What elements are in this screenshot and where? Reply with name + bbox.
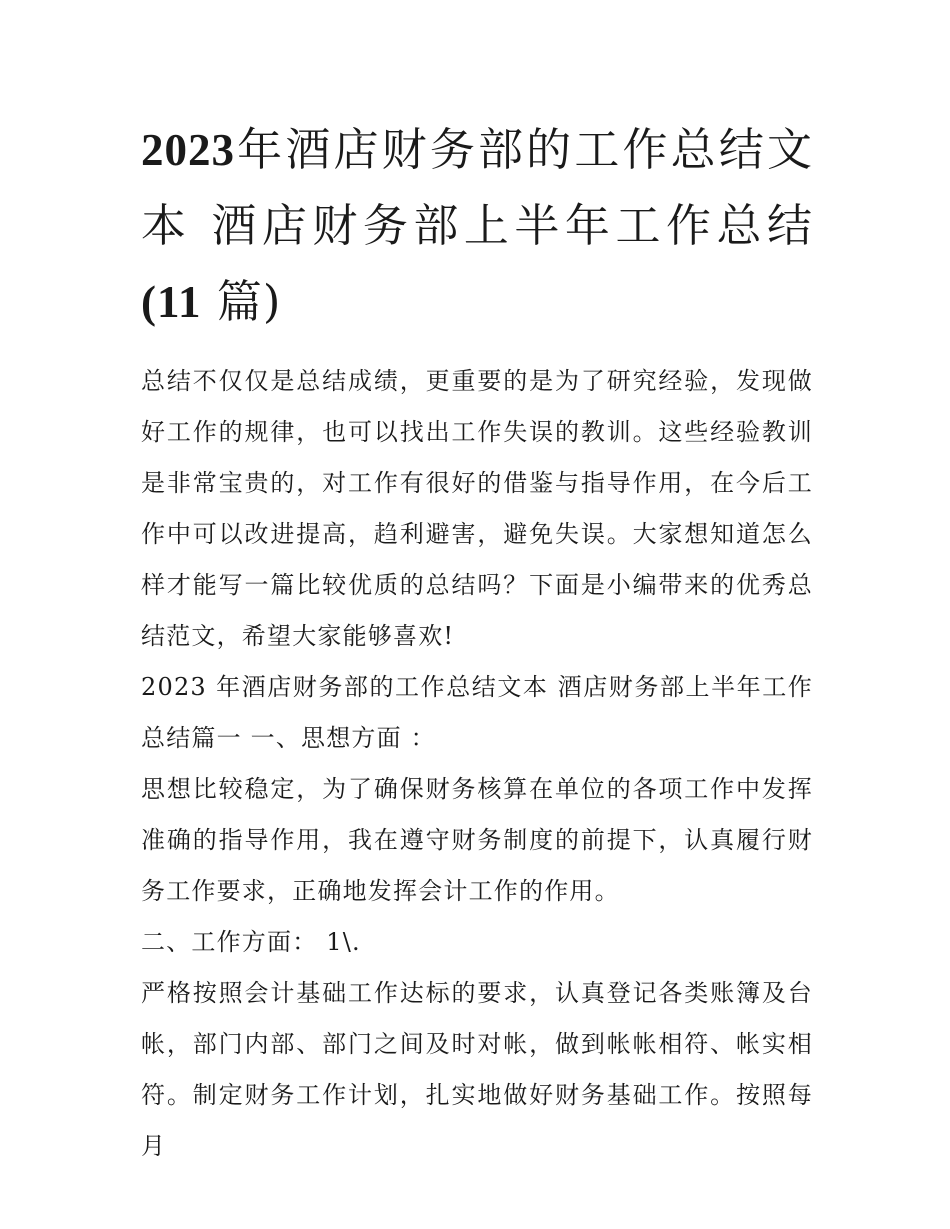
title-year: 2023 [141,125,235,175]
document-title [141,112,813,340]
title-text: 年酒店财务部的工作总结文本 酒店财务部上半年工作总结 [141,123,813,252]
section-heading: 2023 年酒店财务部的工作总结文本 酒店财务部上半年工作总结篇一 一、思想方面 ： [141,673,813,752]
work-heading: 二、工作方面： 1\. [141,928,361,956]
thought-paragraph: 思想比较稳定，为了确保财务核算在单位的各项工作中发挥准确的指导作用，我在遵守财务制度的前提下，认真履行财务工作要求，正确地发挥会计工作的作用。 [141,775,813,905]
title-paren: ( [141,277,157,327]
work-paragraph: 严格按照会计基础工作达标的要求，认真登记各类账簿及台帐，部门内部、部门之间及时对帐，做到帐帐相符、帐实相符。制定财务工作计划，扎实地做好财务基础工作。按照每月 [141,979,813,1160]
document-body [141,112,813,1172]
intro-paragraph: 总结不仅仅是总结成绩，更重要的是为了研究经验，发现做好工作的规律，也可以找出工作失误的教训。这些经验教训是非常宝贵的，对工作有很好的借鉴与指导作用，在今后工作中可以改进提高，趋利避害，避免失误。大家想知道怎么样才能写一篇比较优质的总结吗？下面是小编带来的优秀总结范文，希望大家能够喜欢! [141,367,813,650]
title-count: 11 [157,277,202,327]
title-suffix: 篇) [201,275,282,328]
